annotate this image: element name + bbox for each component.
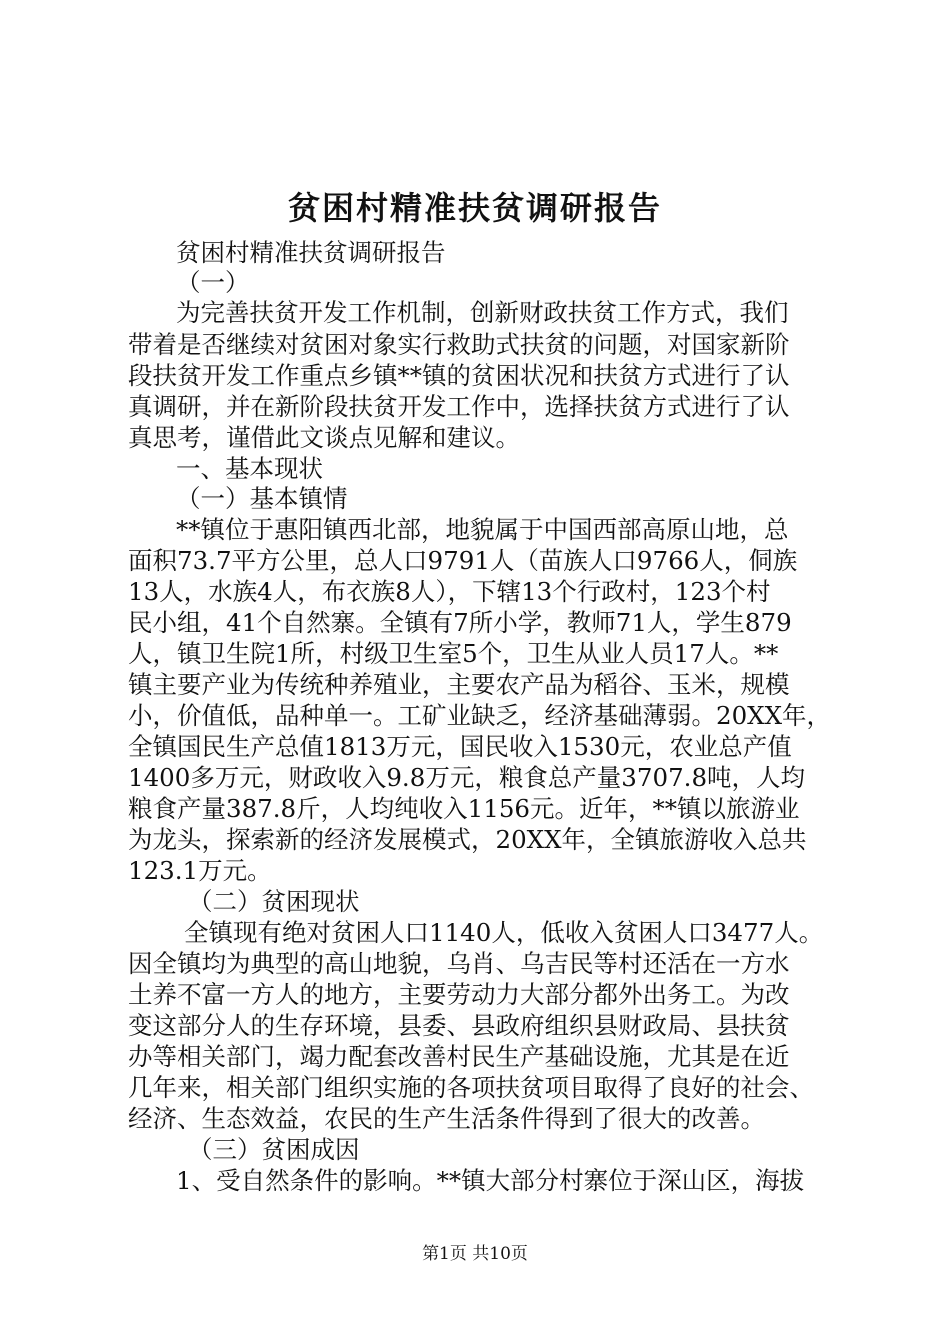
paragraph-line: 真调研，并在新阶段扶贫开发工作中，选择扶贫方式进行了认: [128, 392, 790, 421]
subtitle-line: 贫困村精准扶贫调研报告: [176, 238, 446, 267]
paragraph-line: 面积73.7平方公里，总人口9791人（苗族人口9766人，侗族: [128, 546, 798, 575]
paragraph-line: 粮食产量387.8斤，人均纯收入1156元。近年，**镇以旅游业: [128, 794, 800, 823]
paragraph-line: 土养不富一方人的地方，主要劳动力大部分都外出务工。为改: [128, 980, 790, 1009]
paragraph-line: 镇主要产业为传统种养殖业，主要农产品为稻谷、玉米，规模: [128, 670, 790, 699]
document-title: 贫困村精准扶贫调研报告: [287, 189, 662, 227]
paragraph-line: 1400多万元，财政收入9.8万元，粮食总产量3707.8吨，人均: [128, 763, 806, 792]
section-marker: （一）: [176, 268, 250, 297]
paragraph-line: 123.1万元。: [128, 856, 272, 885]
paragraph-line: 变这部分人的生存环境，县委、县政府组织县财政局、县扶贫: [128, 1011, 790, 1040]
paragraph-line: 民小组，41个自然寨。全镇有7所小学，教师71人，学生879: [128, 608, 792, 637]
paragraph-line: 经济、生态效益，农民的生产生活条件得到了很大的改善。: [128, 1104, 765, 1133]
page-footer: 第1页 共10页: [422, 1244, 528, 1264]
paragraph-line: 1、受自然条件的影响。**镇大部分村寨位于深山区，海拔: [176, 1166, 805, 1195]
section-heading: 一、基本现状: [176, 454, 323, 483]
paragraph-line: **镇位于惠阳镇西北部，地貌属于中国西部高原山地，总: [176, 515, 789, 544]
paragraph-line: 因全镇均为典型的高山地貌，乌肖、乌吉民等村还活在一方水: [128, 949, 790, 978]
paragraph-line: 办等相关部门，竭力配套改善村民生产基础设施，尤其是在近: [128, 1042, 790, 1071]
paragraph-line: 为完善扶贫开发工作机制，创新财政扶贫工作方式，我们: [176, 298, 789, 327]
paragraph-line: 几年来，相关部门组织实施的各项扶贫项目取得了良好的社会、: [128, 1073, 814, 1102]
paragraph-line: 为龙头，探索新的经济发展模式，20XX年，全镇旅游收入总共: [128, 825, 807, 854]
paragraph-line: 人，镇卫生院1所，村级卫生室5个，卫生从业人员17人。**: [128, 639, 779, 668]
paragraph-line: 小，价值低，品种单一。工矿业缺乏，经济基础薄弱。20XX年，: [128, 701, 832, 730]
subsection-heading: （三）贫困成因: [188, 1135, 360, 1164]
paragraph-line: 带着是否继续对贫困对象实行救助式扶贫的问题，对国家新阶: [128, 330, 790, 359]
paragraph-line: 全镇国民生产总值1813万元，国民收入1530元，农业总产值: [128, 732, 792, 761]
paragraph-line: 13人，水族4人，布衣族8人），下辖13个行政村，123个村: [128, 577, 771, 606]
paragraph-line: 段扶贫开发工作重点乡镇**镇的贫困状况和扶贫方式进行了认: [128, 361, 790, 390]
subsection-heading: （二）贫困现状: [188, 887, 360, 916]
paragraph-line: 真思考，谨借此文谈点见解和建议。: [128, 423, 520, 452]
subsection-heading: （一）基本镇情: [176, 484, 348, 513]
paragraph-line: 全镇现有绝对贫困人口1140人，低收入贫困人口3477人。: [184, 918, 824, 947]
